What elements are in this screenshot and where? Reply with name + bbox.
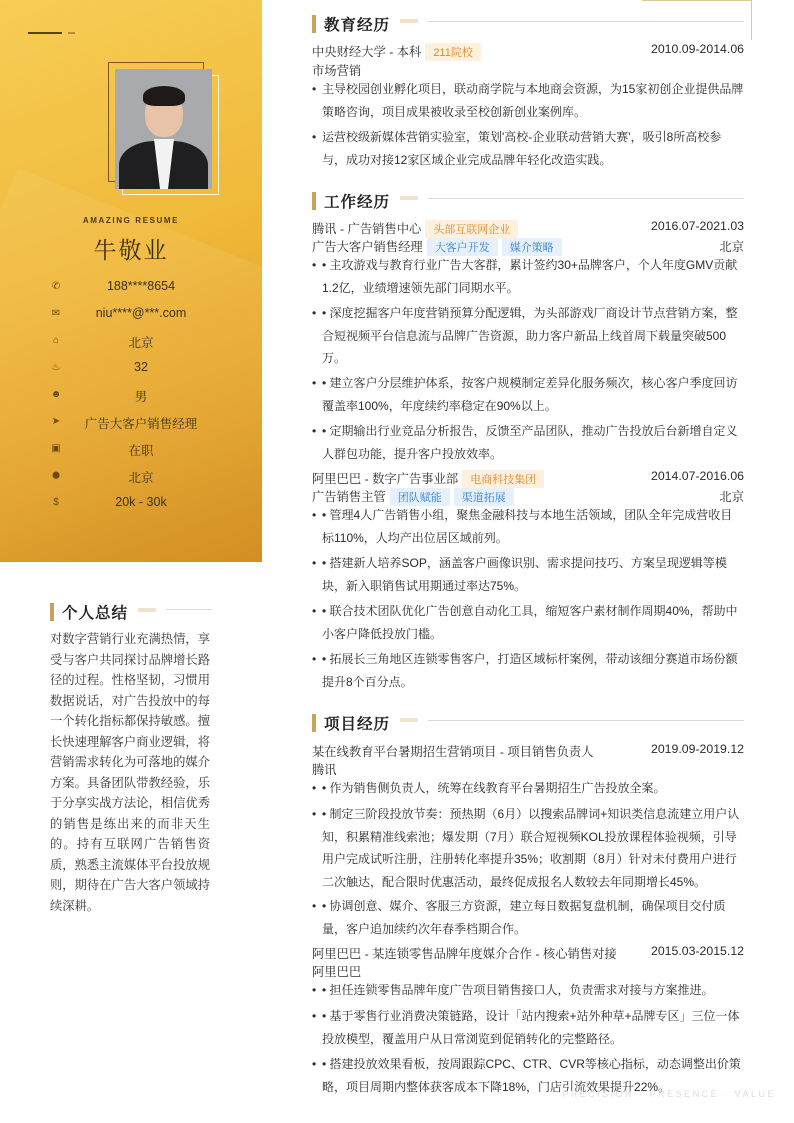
- projects-title: 项目经历: [324, 716, 391, 733]
- project-org: 腾讯: [312, 763, 337, 777]
- candidate-name: 牛敬业: [93, 238, 169, 264]
- job-bullet: • • 联合技术团队优化广告创意自动化工具，缩短客户素材制作周期40%，帮助中小客户降低投放门槛。: [312, 600, 744, 645]
- info-status: [50, 440, 250, 460]
- major-row: [312, 61, 744, 79]
- project-bullet: • • 搭建投放效果看板，按周跟踪CPC、CTR、CVR等核心指标，动态调整出价策略，项目周期内整体获客成本下降18%，门店引流效果提升22%。: [312, 1053, 744, 1098]
- job-bullet: • • 搭建新人培养SOP，涵盖客户画像识别、需求提问技巧、方案呈现逻辑等模块，新入职销售试用期通过率达75%。: [312, 552, 744, 597]
- education-bullet: • 主导校园创业孵化项目，联动商学院与本地商会资源，为15家初创企业提供品牌策略咨询，项目成果被收录至校创新创业案例库。: [312, 78, 744, 123]
- divider: [166, 609, 212, 610]
- project-name: 阿里巴巴 - 某连锁零售品牌年度媒介合作 - 核心销售对接: [312, 947, 617, 961]
- info-location: [50, 467, 250, 487]
- phone-icon: ✆: [51, 281, 61, 292]
- project-bullet: • • 协调创意、媒介、客服三方资源，建立每日数据复盘机制，确保项目交付质量，客户追加续约次年春季档期合作。: [312, 895, 744, 940]
- location-icon: ⬤: [52, 472, 60, 479]
- summary-text: 对数字营销行业充满热情，享受与客户共同探讨品牌增长路径的过程。性格坚韧，习惯用数据说话，对广告投放中的每一个转化指标都保持敏感。擅长快速理解客户商业逻辑，将营销需求转化为可落地的媒介方案。具备团队带教经验，乐于分享实战方法论，相信优秀的销售是练出来的而非天生的。持有互联网广告销售资质，熟悉主流媒体平台投放规则，期待在广告大客户领域持续深耕。: [50, 632, 210, 913]
- job-role-row: [312, 237, 744, 255]
- job-bullet: • • 建立客户分层维护体系，按客户规模制定差异化服务频次，核心客户季度回访覆盖率100%，年度续约率稳定在90%以上。: [312, 372, 744, 417]
- project-bullet: • • 基于零售行业消费决策链路，设计「站内搜索+站外种草+品牌专区」三位一体投放模型，覆盖用户从日常浏览到促销转化的完整路径。: [312, 1005, 744, 1050]
- job-bullet: • • 定期输出行业竞品分析报告，反馈至产品团队，推动广告投放后台新增自定义人群包功能，提升客户投放效率。: [312, 420, 744, 465]
- job-bullet: • • 主攻游戏与教育行业广告大客群，累计签约30+品牌客户，个人年度GMV贡献1.2亿，业绩增速领先部门同期水平。: [312, 254, 744, 299]
- decor-dash: [400, 718, 418, 722]
- profile-photo: [115, 69, 212, 189]
- position-value: 广告大客户销售经理: [84, 417, 198, 431]
- job-bullet: • • 拓展长三角地区连锁零售客户，打造区域标杆案例，带动该细分赛道市场份额提升8个百分点。: [312, 648, 744, 693]
- sidebar: [0, 0, 262, 562]
- skill-tag: 团队赋能: [390, 488, 450, 506]
- skill-tag: 媒介策略: [502, 238, 562, 256]
- projects-heading: [312, 712, 391, 733]
- info-gender: [50, 386, 250, 406]
- decor-corner: [642, 0, 752, 40]
- status-value: 在职: [128, 444, 154, 458]
- cake-icon: ♨: [51, 362, 61, 373]
- decor-line: [28, 32, 62, 34]
- school-name: 中央财经大学 - 本科: [312, 45, 422, 59]
- divider: [428, 720, 744, 721]
- footer-tagline: PRECISION · PRESENCE · VALUE: [562, 1089, 776, 1099]
- info-age: [50, 359, 250, 379]
- skill-tag: 渠道拓展: [454, 488, 514, 506]
- job-bullet: • • 管理4人广告销售小组，聚焦金融科技与本地生活领域，团队全年完成营收目标110%，人均产出位居区域前列。: [312, 504, 744, 549]
- education-bullet: • 运营校级新媒体营销实验室，策划'高校-企业联动营销大赛'，吸引8所高校参与，成功对接12家区域企业完成品牌年轻化改造实践。: [312, 126, 744, 171]
- divider: [428, 21, 744, 22]
- school-tag: 211院校: [425, 43, 481, 61]
- job-role: 广告销售主管: [312, 490, 386, 504]
- company-tag: 头部互联网企业: [425, 220, 518, 238]
- project-org-row: [312, 760, 744, 778]
- project-org-row: [312, 962, 744, 980]
- job-role: 广告大客户销售经理: [312, 240, 423, 254]
- company: 腾讯 - 广告销售中心: [312, 222, 422, 236]
- decor-dash: [138, 608, 156, 612]
- project-name: 某在线教育平台暑期招生营销项目 - 项目销售负责人: [312, 745, 594, 759]
- job-header: [312, 219, 744, 237]
- project-bullet: • • 作为销售侧负责人，统筹在线教育平台暑期招生广告投放全案。: [312, 777, 744, 800]
- job-header: [312, 469, 744, 487]
- gender-value: 男: [134, 390, 148, 404]
- job-date: 2016.07-2021.03: [651, 219, 744, 233]
- skill-tag: 大客户开发: [427, 238, 498, 256]
- info-salary: [50, 494, 250, 514]
- company-tag: 电商科技集团: [462, 470, 544, 488]
- project-bullet: • • 担任连锁零售品牌年度广告项目销售接口人，负责需求对接与方案推进。: [312, 979, 744, 1002]
- decor-dash: [400, 19, 418, 23]
- salary-icon: $: [53, 497, 59, 508]
- email-value: niu****@***.com: [95, 306, 187, 320]
- mail-icon: ✉: [51, 308, 61, 319]
- education-row: [312, 42, 744, 60]
- hometown-value: 北京: [128, 336, 154, 350]
- decor-dash: [400, 196, 418, 200]
- work-title: 工作经历: [324, 194, 391, 211]
- project-org: 阿里巴巴: [312, 965, 362, 979]
- company: 阿里巴巴 - 数字广告事业部: [312, 472, 459, 486]
- job-date: 2014.07-2016.06: [651, 469, 744, 483]
- summary-heading: [50, 601, 129, 622]
- work-heading: [312, 190, 391, 211]
- education-heading: [312, 13, 391, 34]
- info-phone: [50, 278, 250, 298]
- summary-title: 个人总结: [62, 605, 129, 622]
- education-date: 2010.09-2014.06: [651, 42, 744, 56]
- decor-line-short: [68, 32, 75, 34]
- info-hometown: [50, 332, 250, 352]
- job-city: 北京: [719, 490, 744, 504]
- salary-value: 20k - 30k: [115, 495, 167, 509]
- home-icon: ⌂: [52, 335, 60, 346]
- job-bullet: • • 深度挖掘客户年度营销预算分配逻辑，为头部游戏厂商设计节点营销方案，整合短视频平台信息流与品牌广告资源，助力客户新品上线首周下载量突破500万。: [312, 302, 744, 370]
- education-title: 教育经历: [324, 17, 391, 34]
- job-role-row: [312, 487, 744, 505]
- briefcase-icon: ▣: [51, 443, 61, 454]
- divider: [428, 198, 744, 199]
- job-city: 北京: [719, 240, 744, 254]
- info-position: [50, 413, 250, 433]
- gender-icon: ☻: [50, 389, 62, 400]
- phone-value: 188****8654: [106, 279, 176, 293]
- info-email: [50, 305, 250, 325]
- major: 市场营销: [312, 64, 362, 78]
- project-date: 2019.09-2019.12: [651, 742, 744, 756]
- project-bullet: • • 制定三阶段投放节奏：预热期（6月）以搜索品牌词+知识类信息流建立用户认知，积累精准线索池；爆发期（7月）联合短视频KOL投放课程体验视频，引导用户完成试听注册，注册转化率提升35%；收割期（8月）针对未付费用户进行二次触达，配合限时优惠活动，最终促成报名人数较去年同期增长45%。: [312, 803, 744, 893]
- location-value: 北京: [128, 471, 154, 485]
- resume-label: AMAZING RESUME: [82, 216, 180, 225]
- project-header: [312, 944, 744, 962]
- send-icon: ➤: [51, 416, 61, 427]
- project-date: 2015.03-2015.12: [651, 944, 744, 958]
- age-value: 32: [134, 360, 148, 374]
- project-header: [312, 742, 744, 760]
